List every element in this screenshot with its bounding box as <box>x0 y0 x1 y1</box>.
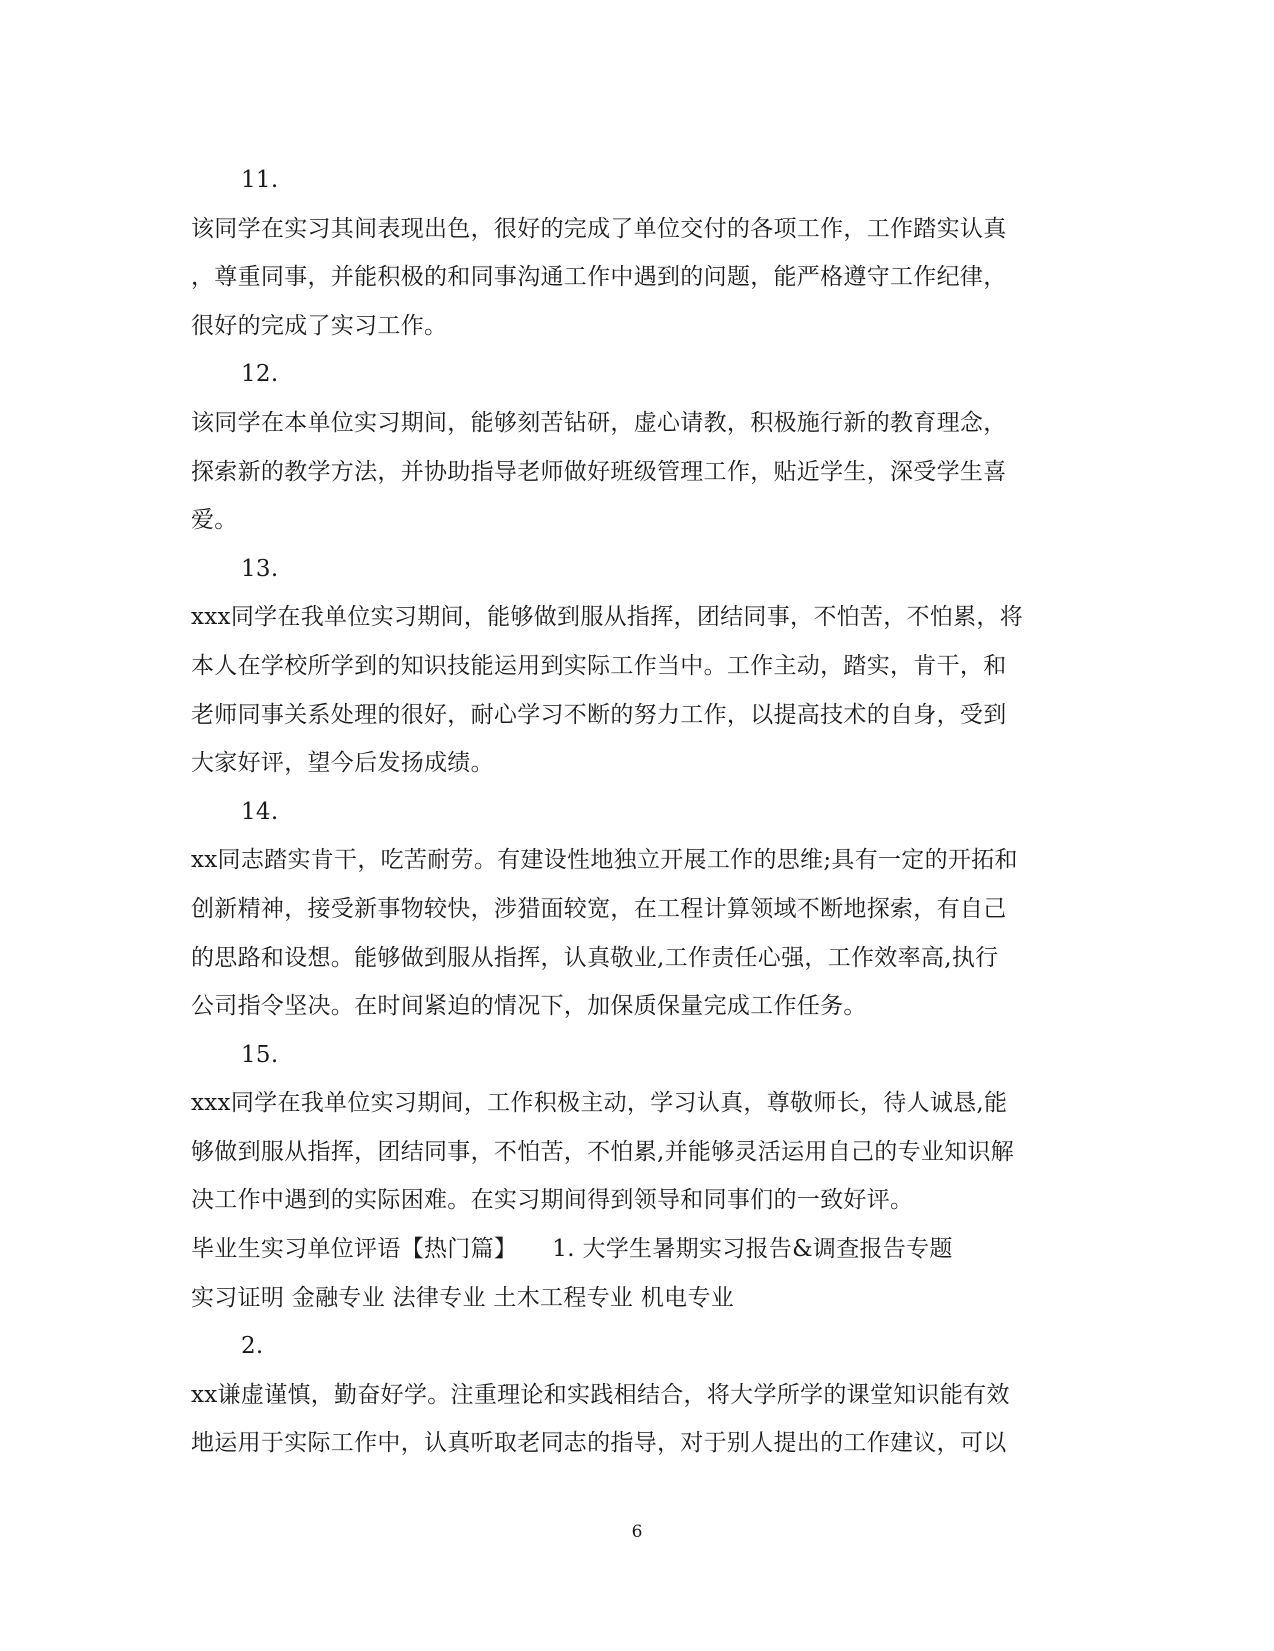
text-line: 毕业生实习单位评语【热门篇】 1. 大学生暑期实习报告&调查报告专题 <box>191 1236 953 1263</box>
item-number: 2. <box>241 1333 264 1360</box>
text-line: 该同学在本单位实习期间，能够刻苦钻研，虚心请教，积极施行新的教育理念， <box>191 409 1007 436</box>
text-line: xxx同学在我单位实习期间，能够做到服从指挥，团结同事，不怕苦，不怕累，将 <box>191 604 1024 631</box>
text-line: 该同学在实习其间表现出色，很好的完成了单位交付的各项工作，工作踏实认真 <box>191 215 1007 242</box>
item-number: 12. <box>241 361 279 388</box>
text-line: 实习证明 金融专业 法律专业 土木工程专业 机电专业 <box>191 1284 735 1311</box>
page-number: 6 <box>631 1522 643 1542</box>
text-line: 够做到服从指挥，团结同事，不怕苦，不怕累,并能够灵活运用自己的专业知识解 <box>191 1138 1015 1165</box>
text-line: 本人在学校所学到的知识技能运用到实际工作当中。工作主动，踏实，肯干，和 <box>191 652 1007 679</box>
text-line: xx同志踏实肯干，吃苦耐劳。有建设性地独立开展工作的思维;具有一定的开拓和 <box>191 847 1018 874</box>
text-line: xxx同学在我单位实习期间，工作积极主动，学习认真，尊敬师长，待人诚恳,能 <box>191 1090 1008 1117</box>
item-number: 14. <box>241 798 279 825</box>
text-line: 爱。 <box>191 507 238 534</box>
text-line: 地运用于实际工作中，认真听取老同志的指导，对于别人提出的工作建议，可以 <box>191 1430 1007 1457</box>
item-number: 15. <box>241 1041 279 1068</box>
text-line: 公司指令坚决。在时间紧迫的情况下，加保质保量完成工作任务。 <box>191 993 867 1020</box>
text-line: 创新精神，接受新事物较快，涉猎面较宽，在工程计算领域不断地探索，有自己 <box>191 895 1007 922</box>
text-line: 探索新的教学方法，并协助指导老师做好班级管理工作，贴近学生，深受学生喜 <box>191 458 1007 485</box>
text-line: 的思路和设想。能够做到服从指挥，认真敬业,工作责任心强，工作效率高,执行 <box>191 944 999 971</box>
text-line: 决工作中遇到的实际困难。在实习期间得到领导和同事们的一致好评。 <box>191 1187 914 1214</box>
text-line: xx谦虚谨慎，勤奋好学。注重理论和实践相结合，将大学所学的课堂知识能有效 <box>191 1381 1010 1408</box>
document-body <box>191 156 1091 1468</box>
text-line: 大家好评，望今后发扬成绩。 <box>191 750 494 777</box>
text-line: 老师同事关系处理的很好，耐心学习不断的努力工作，以提高技术的自身，受到 <box>191 701 1007 728</box>
item-number: 11. <box>241 167 279 193</box>
text-line: 很好的完成了实习工作。 <box>191 312 448 339</box>
text-line: ，尊重同事，并能积极的和同事沟通工作中遇到的问题，能严格遵守工作纪律， <box>191 264 1007 291</box>
item-number: 13. <box>241 555 279 582</box>
